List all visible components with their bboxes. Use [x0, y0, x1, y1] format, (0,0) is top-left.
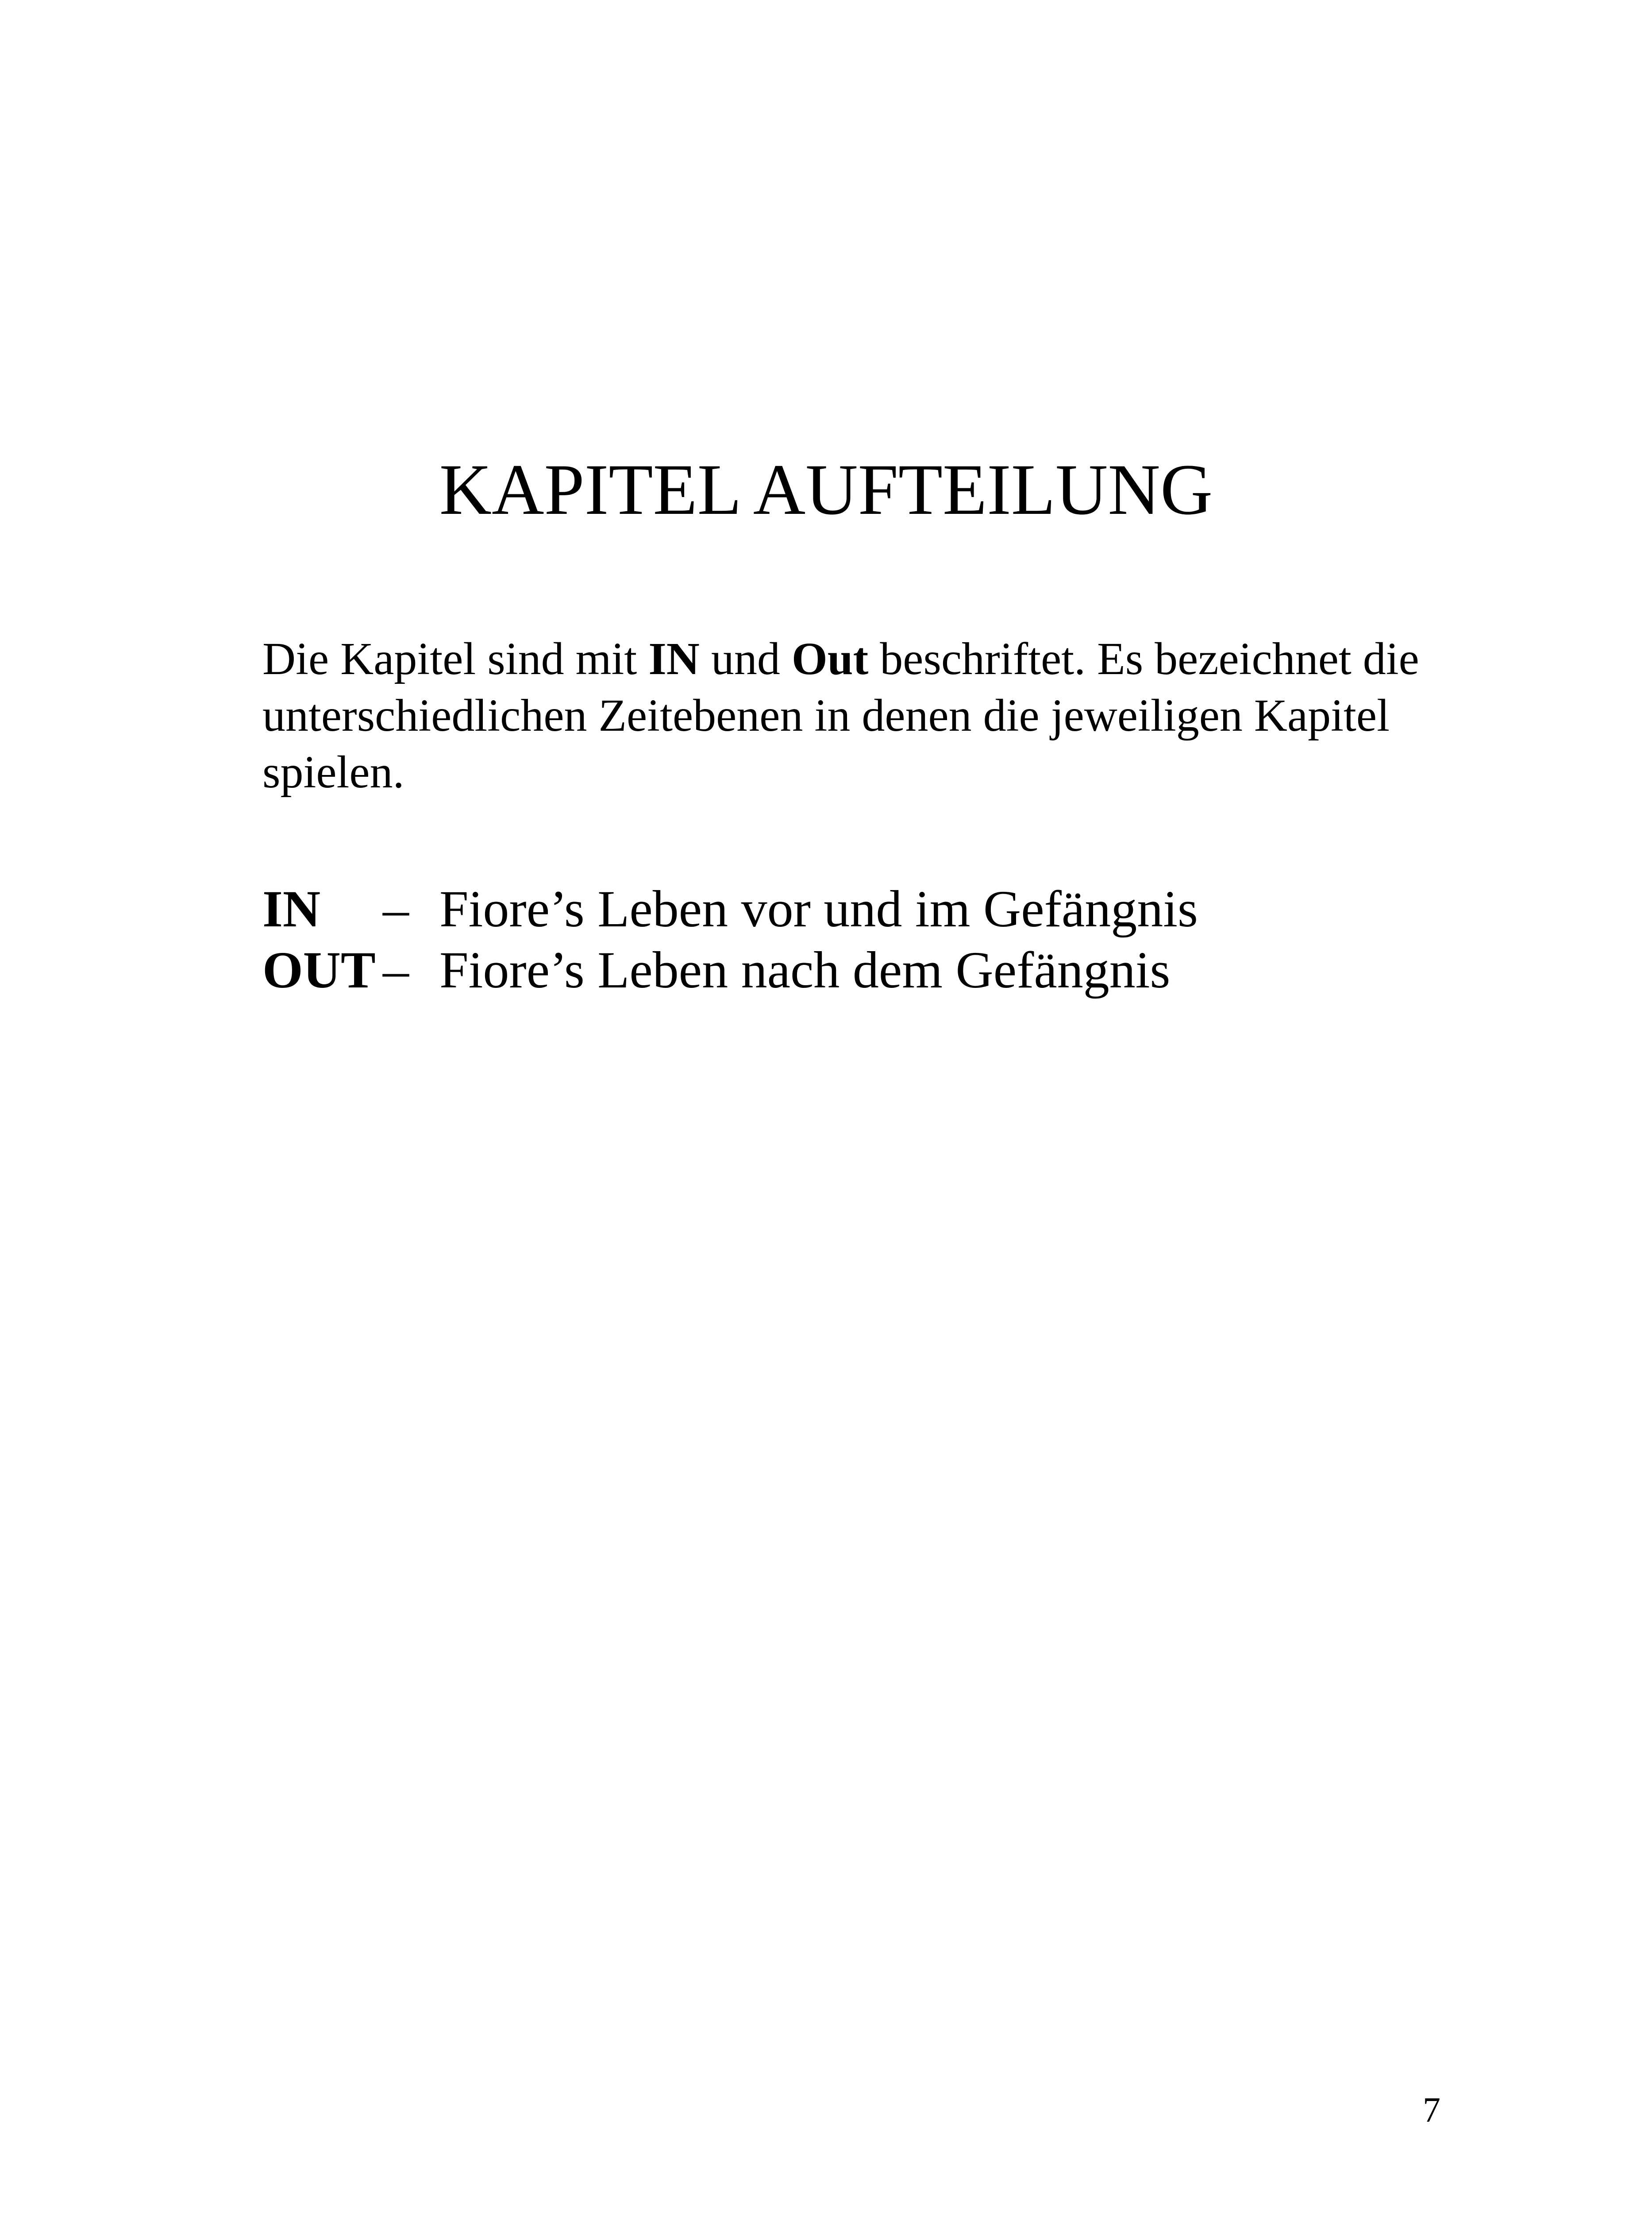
- intro-bold-out: Out: [791, 633, 869, 684]
- legend-key-out: OUT: [262, 941, 376, 999]
- legend-text-in: Fiore’s Leben vor und im Gefängnis: [439, 880, 1198, 938]
- intro-text-3: beschriftet. Es bezeichnet die unterschiedlichen Zeitebenen in denen die jeweiligen Kapitel spielen.: [262, 633, 1419, 798]
- legend-text-out: Fiore’s Leben nach dem Gefängnis: [439, 941, 1171, 999]
- page-number: 7: [1423, 2091, 1440, 2130]
- intro-text-2: und: [699, 633, 792, 684]
- intro-text-1: Die Kapitel sind mit: [262, 633, 649, 684]
- legend-dash-in: –: [383, 880, 409, 938]
- legend-row-in: [262, 879, 1198, 940]
- legend-dash-out: –: [383, 941, 409, 999]
- page-title: KAPITEL AUFTEILUNG: [439, 449, 1213, 530]
- legend-key-in: IN: [262, 880, 321, 938]
- intro-bold-in: IN: [648, 633, 700, 684]
- intro-paragraph: [262, 631, 1422, 801]
- chapter-legend: [262, 879, 1198, 1001]
- legend-row-out: [262, 940, 1198, 1001]
